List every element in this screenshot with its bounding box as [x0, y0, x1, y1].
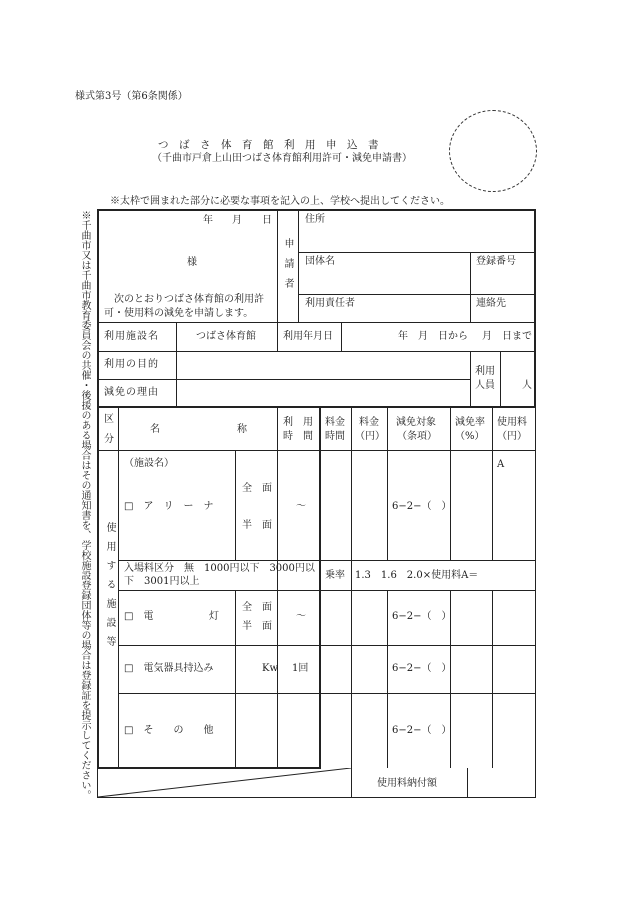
col-name-1: 名: [150, 424, 160, 435]
col-time-b: 時 間: [283, 431, 313, 442]
col-exempt-b: （条項）: [397, 431, 437, 442]
arena-half: 半 面: [242, 520, 272, 531]
purpose-label: 利用の目的: [104, 359, 159, 370]
col-time-a: 利 用: [283, 417, 313, 428]
light-label-2: 灯: [209, 611, 219, 622]
col-exempt-a: 減免対象: [396, 417, 436, 428]
instruction-note: ※太枠で囲まれた部分に必要な事項を記入の上、学校へ提出してください。: [110, 196, 450, 207]
reason-label: 減免の理由: [104, 387, 159, 398]
appliance-count: 1回: [292, 663, 309, 674]
arena-clause: 6−2−（ ）: [392, 501, 452, 512]
request-line-2: 可・使用料の減免を申請します。: [104, 308, 254, 319]
request-line-1: 次のとおりつばさ体育館の利用許: [114, 294, 264, 305]
arena-full: 全 面: [242, 483, 272, 494]
total-diagonal: [98, 768, 351, 798]
date-year: 年: [203, 215, 213, 226]
use-date-to: 月 日まで: [482, 331, 532, 342]
use-date-from: 年 月 日から: [398, 331, 468, 342]
facility-value: つばさ体育館: [196, 331, 256, 342]
arena-facility-name: （施設名）: [124, 458, 174, 469]
light-label: □ 電: [124, 611, 154, 622]
appliance-unit: Kw: [262, 663, 279, 674]
date-day: 日: [262, 215, 272, 226]
reg-no-label: 登録番号: [476, 256, 516, 267]
col-fee-time-a: 料金: [325, 417, 345, 428]
arena-tilde: ～: [296, 501, 306, 512]
form-number: 様式第3号（第6条関係）: [75, 91, 188, 102]
contact-label: 連絡先: [476, 298, 506, 309]
appliance-label: □ 電気器具持込み: [124, 663, 214, 674]
other-label: □ そ の 他: [124, 725, 214, 736]
users-label-1: 利用: [475, 366, 495, 377]
facility-label: 利用施設名: [104, 331, 159, 342]
form-subtitle: （千曲市戸倉上山田つばさ体育館利用許可・減免申請書）: [152, 153, 412, 164]
col-fee-b: （円）: [355, 431, 385, 442]
address-label: 住所: [305, 214, 325, 225]
col-usage-b: （円）: [497, 431, 527, 442]
addressee: 様: [187, 257, 197, 268]
receipt-stamp-area: [449, 110, 537, 192]
light-half: 半 面: [242, 621, 272, 632]
date-month: 月: [232, 215, 242, 226]
users-unit: 人: [522, 380, 532, 391]
col-rate-b: （%）: [455, 431, 485, 442]
group-name-label: 団体名: [305, 256, 335, 267]
col-usage-a: 使用料: [497, 417, 527, 428]
arena-label: □ ア リ ー ナ: [124, 501, 214, 512]
light-tilde: ～: [296, 611, 306, 622]
col-kubun-1: 区: [104, 414, 114, 425]
col-fee-a: 料金: [359, 417, 379, 428]
multiplier-text: 乗率 1.3 1.6 2.0×使用料A＝: [325, 570, 479, 581]
side-note: ※千曲市又は千曲市教育委員会の共催・後援のある場合はその通知書を、学校施設登録団体等の場合は登録証を提示してください。: [79, 210, 90, 800]
arena-usage-a: A: [497, 459, 505, 470]
col-rate-a: 減免率: [455, 417, 485, 428]
responsible-label: 利用責任者: [305, 298, 355, 309]
facilities-side-label: 使用する施設等: [104, 522, 115, 655]
col-kubun-2: 分: [104, 434, 114, 445]
form-title: つ ば さ 体 育 館 利 用 申 込 書: [158, 139, 379, 151]
use-date-label: 利用年月日: [283, 331, 333, 342]
entry-fee-line-2: 下 3001円以上: [124, 576, 200, 587]
appliance-clause: 6−2−（ ）: [392, 663, 452, 674]
col-fee-time-b: 時間: [325, 431, 345, 442]
col-name-2: 称: [237, 424, 247, 435]
other-clause: 6−2−（ ）: [392, 725, 452, 736]
total-label: 使用料納付額: [377, 778, 437, 789]
light-clause: 6−2−（ ）: [392, 611, 452, 622]
users-label-2: 人員: [475, 380, 495, 391]
light-full: 全 面: [242, 602, 272, 613]
entry-fee-line-1: 入場料区分 無 1000円以下 3000円以: [124, 563, 315, 574]
applicant-label: 申請者: [282, 238, 293, 298]
